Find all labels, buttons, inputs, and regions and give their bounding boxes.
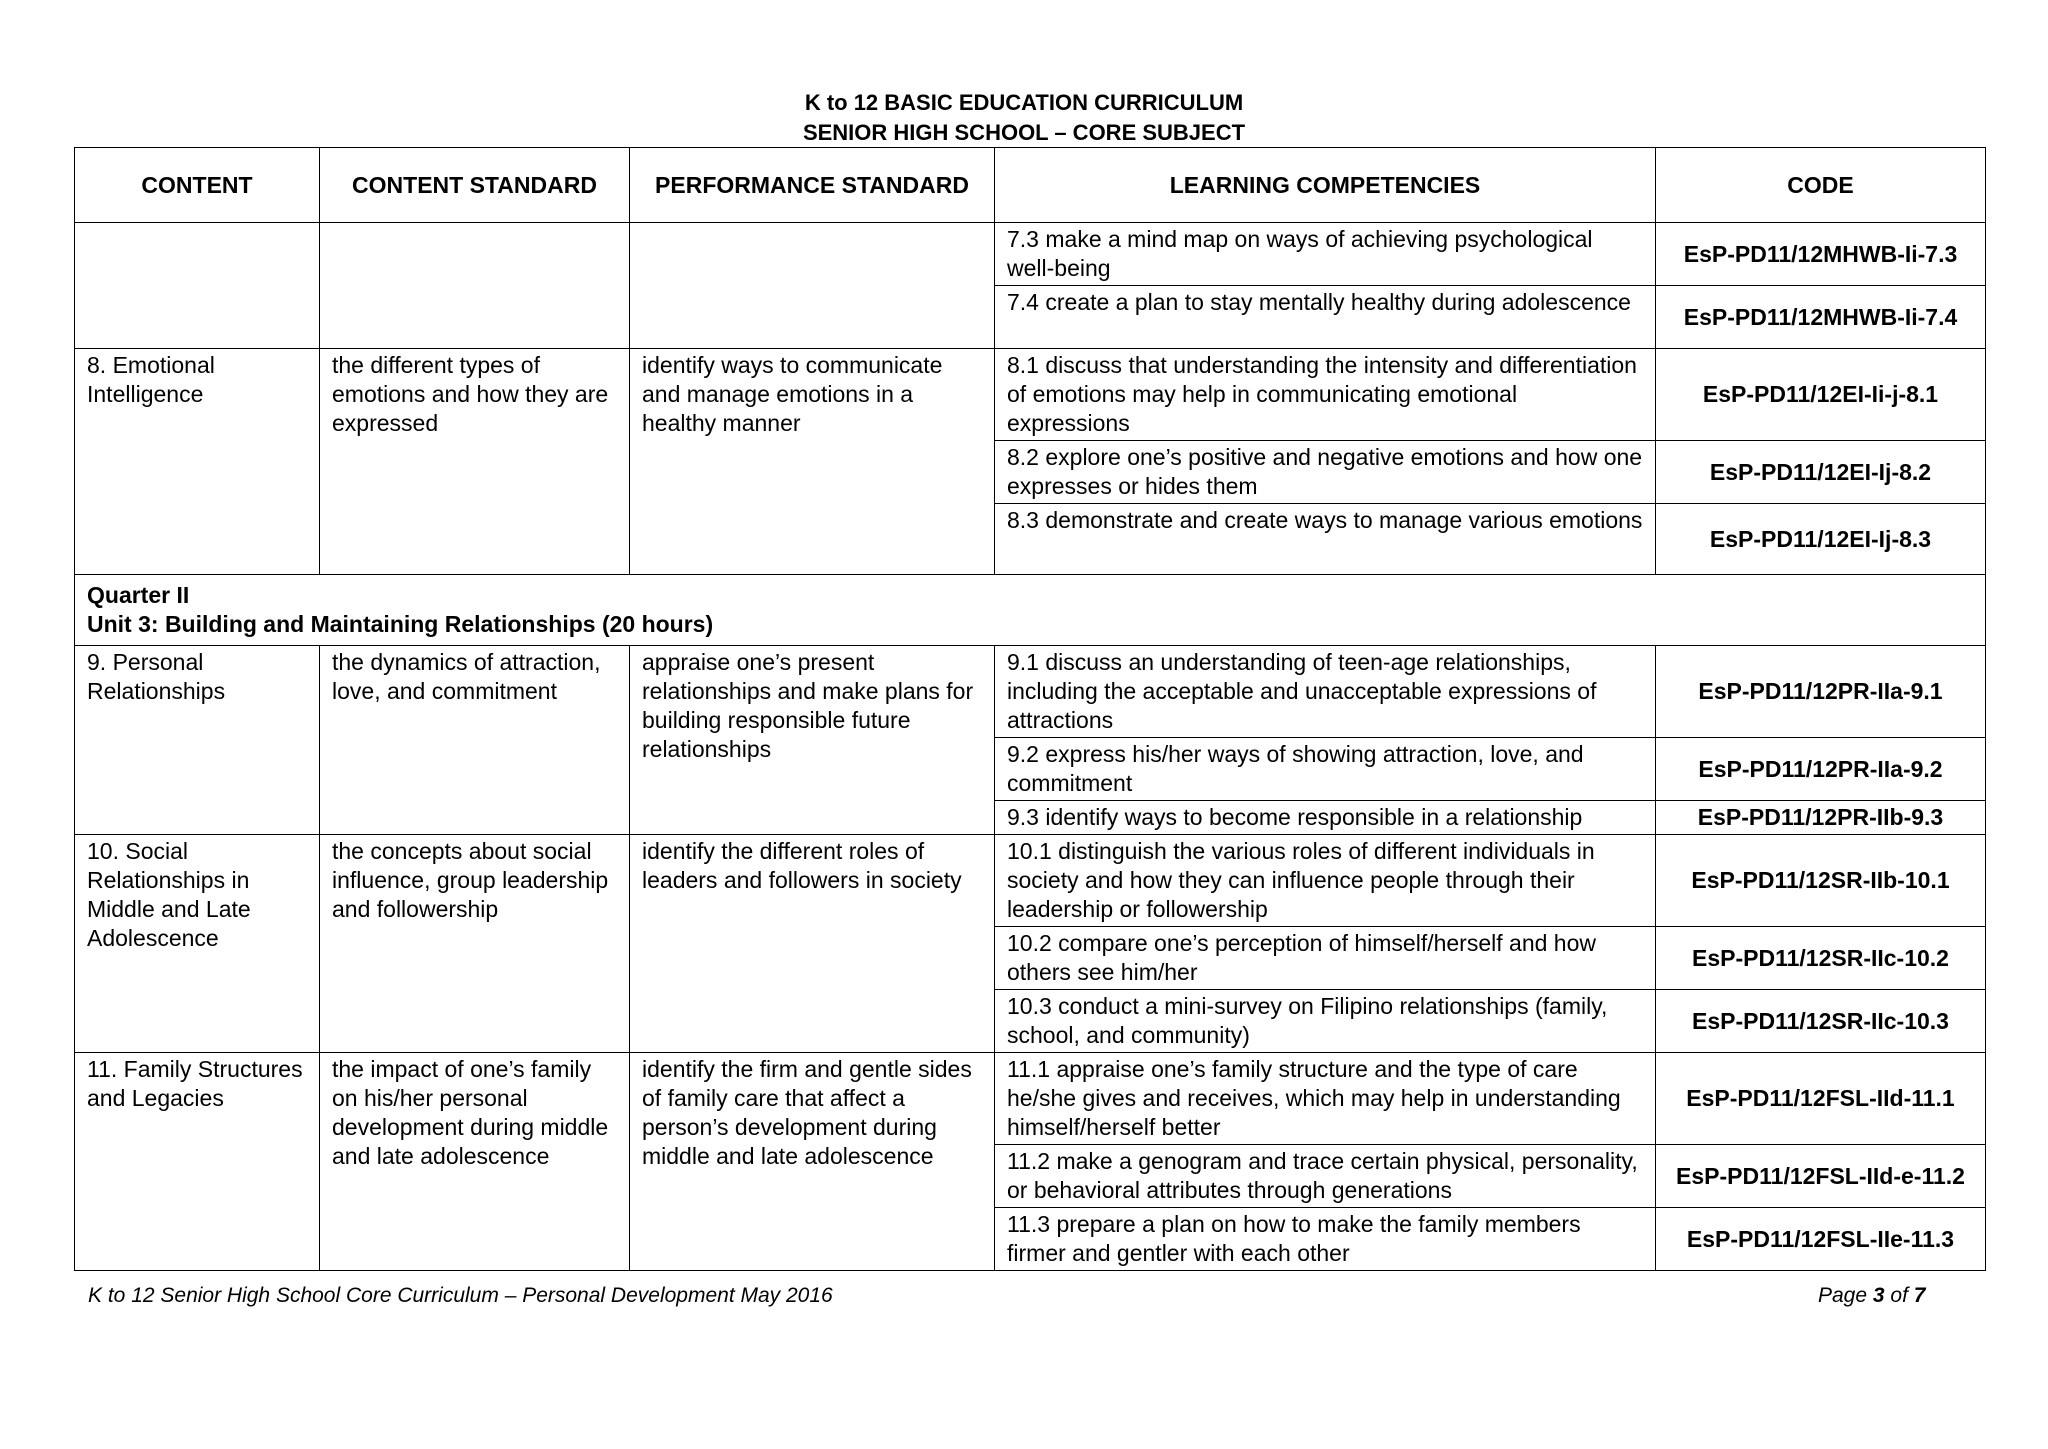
- table-row: [75, 349, 1986, 441]
- quarter-row: [75, 575, 1986, 646]
- competency-cell: 11.2 make a genogram and trace certain physical, personality, or behavioral attributes through generations: [995, 1145, 1656, 1208]
- performance-standard-cell: identify the different roles of leaders and followers in society: [630, 835, 995, 1053]
- page-prefix: Page: [1818, 1284, 1868, 1307]
- content-cell: 8. Emotional Intelligence: [75, 349, 320, 575]
- content-standard-cell: [320, 223, 630, 349]
- header-row: [75, 148, 1986, 223]
- content-cell: [75, 223, 320, 349]
- page-of: of: [1890, 1284, 1908, 1307]
- code-cell: EsP-PD11/12MHWB-Ii-7.4: [1656, 286, 1986, 349]
- competency-cell: 11.1 appraise one’s family structure and the type of care he/she gives and receives, which may help in understanding himself/herself better: [995, 1053, 1656, 1145]
- footer-page-number: [1818, 1282, 1925, 1310]
- code-cell: EsP-PD11/12EI-Ii-j-8.1: [1656, 349, 1986, 441]
- quarter-label: Quarter II: [87, 582, 190, 608]
- curriculum-table: [74, 147, 1986, 1271]
- competency-cell: 8.2 explore one’s positive and negative emotions and how one expresses or hides them: [995, 441, 1656, 504]
- code-cell: EsP-PD11/12SR-IIb-10.1: [1656, 835, 1986, 927]
- content-cell: 11. Family Structures and Legacies: [75, 1053, 320, 1271]
- table-row: [75, 223, 1986, 286]
- column-header-performance-standard: PERFORMANCE STANDARD: [630, 148, 995, 223]
- competency-cell: 8.3 demonstrate and create ways to manage various emotions: [995, 504, 1656, 575]
- page-total: 7: [1913, 1284, 1926, 1307]
- performance-standard-cell: appraise one’s present relationships and make plans for building responsible future relationships: [630, 646, 995, 835]
- code-cell: EsP-PD11/12PR-IIb-9.3: [1656, 801, 1986, 835]
- code-cell: EsP-PD11/12PR-IIa-9.1: [1656, 646, 1986, 738]
- performance-standard-cell: identify ways to communicate and manage emotions in a healthy manner: [630, 349, 995, 575]
- code-cell: EsP-PD11/12SR-IIc-10.3: [1656, 990, 1986, 1053]
- footer-document-info: K to 12 Senior High School Core Curriculum – Personal Development May 2016: [88, 1284, 833, 1307]
- document-title: K to 12 BASIC EDUCATION CURRICULUM: [804, 90, 1244, 115]
- competency-cell: 10.1 distinguish the various roles of different individuals in society and how they can influence people through their leadership or followership: [995, 835, 1656, 927]
- document-subtitle: SENIOR HIGH SCHOOL – CORE SUBJECT: [802, 120, 1246, 145]
- code-cell: EsP-PD11/12PR-IIa-9.2: [1656, 738, 1986, 801]
- column-header-learning-competencies: LEARNING COMPETENCIES: [995, 148, 1656, 223]
- competency-cell: 7.4 create a plan to stay mentally healthy during adolescence: [995, 286, 1656, 349]
- code-cell: EsP-PD11/12SR-IIc-10.2: [1656, 927, 1986, 990]
- column-header-content-standard: CONTENT STANDARD: [320, 148, 630, 223]
- competency-cell: 10.2 compare one’s perception of himself/herself and how others see him/her: [995, 927, 1656, 990]
- competency-cell: 9.2 express his/her ways of showing attraction, love, and commitment: [995, 738, 1656, 801]
- content-standard-cell: the concepts about social influence, group leadership and followership: [320, 835, 630, 1053]
- table-row: [75, 1053, 1986, 1145]
- table-row: [75, 835, 1986, 927]
- competency-cell: 9.1 discuss an understanding of teen-age relationships, including the acceptable and unacceptable expressions of attractions: [995, 646, 1656, 738]
- unit-label: Unit 3: Building and Maintaining Relationships (20 hours): [87, 611, 714, 637]
- competency-cell: 8.1 discuss that understanding the intensity and differentiation of emotions may help in communicating emotional expressions: [995, 349, 1656, 441]
- code-cell: EsP-PD11/12FSL-IIe-11.3: [1656, 1208, 1986, 1271]
- performance-standard-cell: identify the firm and gentle sides of family care that affect a person’s development during middle and late adolescence: [630, 1053, 995, 1271]
- code-cell: EsP-PD11/12FSL-IId-11.1: [1656, 1053, 1986, 1145]
- page-current: 3: [1872, 1284, 1885, 1307]
- code-cell: EsP-PD11/12EI-Ij-8.2: [1656, 441, 1986, 504]
- code-cell: EsP-PD11/12MHWB-Ii-7.3: [1656, 223, 1986, 286]
- content-cell: 9. Personal Relationships: [75, 646, 320, 835]
- content-standard-cell: the different types of emotions and how they are expressed: [320, 349, 630, 575]
- quarter-heading: [75, 575, 1986, 646]
- table-row: [75, 646, 1986, 738]
- column-header-content: CONTENT: [75, 148, 320, 223]
- code-cell: EsP-PD11/12EI-Ij-8.3: [1656, 504, 1986, 575]
- competency-cell: 9.3 identify ways to become responsible in a relationship: [995, 801, 1656, 835]
- column-header-code: CODE: [1656, 148, 1986, 223]
- code-cell: EsP-PD11/12FSL-IId-e-11.2: [1656, 1145, 1986, 1208]
- content-standard-cell: the impact of one’s family on his/her personal development during middle and late adolescence: [320, 1053, 630, 1271]
- content-cell: 10. Social Relationships in Middle and Late Adolescence: [75, 835, 320, 1053]
- competency-cell: 7.3 make a mind map on ways of achieving psychological well-being: [995, 223, 1656, 286]
- competency-cell: 11.3 prepare a plan on how to make the family members firmer and gentler with each other: [995, 1208, 1656, 1271]
- competency-cell: 10.3 conduct a mini-survey on Filipino relationships (family, school, and community): [995, 990, 1656, 1053]
- performance-standard-cell: [630, 223, 995, 349]
- content-standard-cell: the dynamics of attraction, love, and commitment: [320, 646, 630, 835]
